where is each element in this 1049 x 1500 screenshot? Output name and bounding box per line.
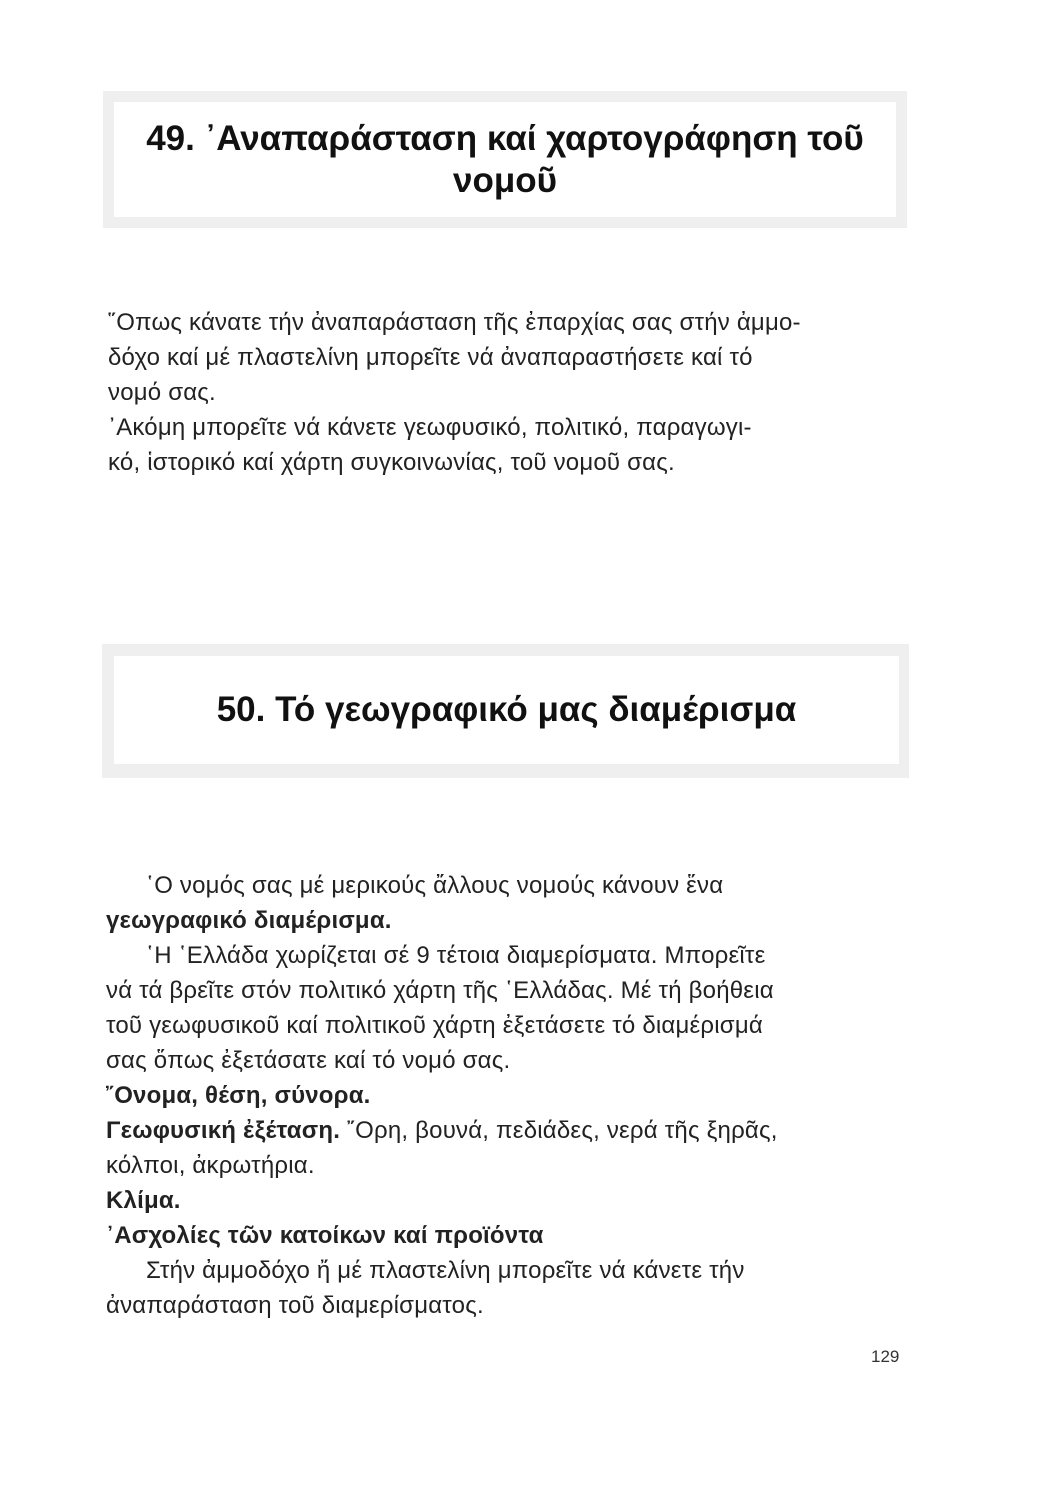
section-50-title: 50. Τό γεωγραφικό μας διαμέρισμα: [216, 690, 797, 729]
geo-line: [106, 1113, 778, 1148]
geophysical-text: ῎Ορη, βουνά, πεδιάδες, νερά τῆς ξηρᾶς,: [340, 1117, 778, 1144]
section-49-heading-panel: [114, 102, 896, 217]
paragraph-line: κό, ἱστορικό καί χάρτη συγκοινωνίας, τοῦ νομοῦ σας.: [108, 449, 675, 476]
paragraph-line: ᾿Ακόμη μπορεῖτε νά κάνετε γεωφυσικό, πολιτικό, παραγωγι-: [108, 414, 752, 441]
occupations-heading: ᾿Ασχολίες τῶν κατοίκων καί προϊόντα: [106, 1222, 544, 1249]
climate-heading: Κλίμα.: [106, 1187, 181, 1214]
closing-line: ἀναπαράσταση τοῦ διαμερίσματος.: [106, 1292, 484, 1319]
closing-line: Στήν ἀμμοδόχο ἤ μέ πλαστελίνη μπορεῖτε νά κάνετε τήν: [146, 1257, 745, 1284]
section-49-heading-box: [103, 91, 907, 228]
section-50-heading-box: [102, 644, 909, 778]
paragraph-line: τοῦ γεωφυσικοῦ καί πολιτικοῦ χάρτη ἐξετάσετε τό διαμέρισμά: [106, 1012, 763, 1039]
intro-bold-term: γεωγραφικό διαμέρισμα.: [106, 907, 392, 934]
intro-line: ῾Ο νομός σας μέ μερικούς ἄλλους νομούς κάνουν ἕνα: [146, 872, 724, 899]
paragraph-line: ῾Η ῾Ελλάδα χωρίζεται σέ 9 τέτοια διαμερίσματα. Μπορεῖτε: [146, 942, 766, 969]
paragraph-line: σας ὅπως ἐξετάσατε καί τό νομό σας.: [106, 1047, 511, 1074]
section-49-title-line-1: 49. ᾿Αναπαράσταση καί χαρτογράφηση τοῦ: [146, 118, 864, 158]
paragraph-line: νομό σας.: [108, 379, 216, 406]
paragraph-line: δόχο καί μέ πλαστελίνη μπορεῖτε νά ἀναπαραστήσετε καί τό: [108, 344, 753, 371]
geophysical-text-continued: κόλποι, ἀκρωτήρια.: [106, 1152, 315, 1179]
section-49-title-line-2: νομοῦ: [452, 160, 557, 200]
section-49-title: [146, 118, 864, 202]
geophysical-heading: Γεωφυσική ἐξέταση.: [106, 1117, 341, 1144]
paragraph-line: ῞Οπως κάνατε τήν ἀναπαράσταση τῆς ἐπαρχίας σας στήν ἀμμο-: [108, 309, 801, 336]
name-position-borders-heading: ῎Ονομα, θέση, σύνορα.: [106, 1082, 371, 1109]
section-50-heading-panel: [114, 656, 899, 764]
section-50-paragraph: [106, 868, 778, 1323]
paragraph-line: νά τά βρεῖτε στόν πολιτικό χάρτη τῆς ῾Ελλάδας. Μέ τή βοήθεια: [106, 977, 774, 1004]
page-number: 129: [871, 1347, 900, 1366]
section-49-paragraph: [108, 305, 801, 480]
